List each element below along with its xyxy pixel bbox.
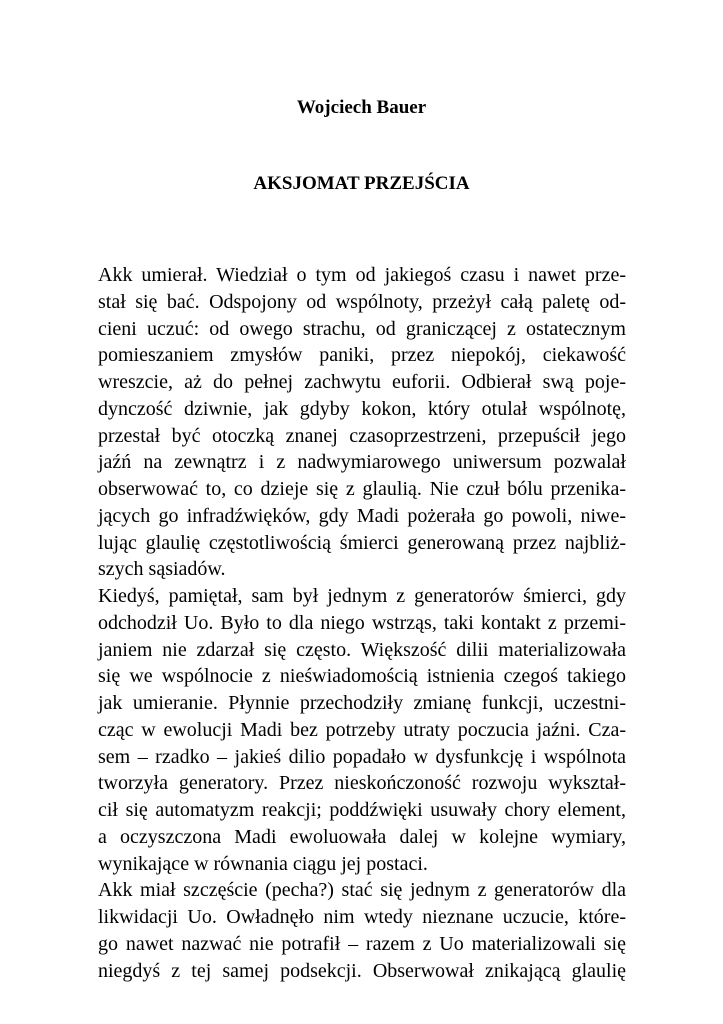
text-line: jak umieranie. Płynnie przechodziły zmianę funkcji, uczestni- [98,692,626,714]
story-body [98,262,626,984]
text-line: janiem nie zdarzał się często. Większość dilii materializowała [98,638,626,661]
text-line: odchodził Uo. Było to dla niego wstrząs, taki kontakt z przemi- [98,611,626,634]
text-line: cząc w ewolucji Madi bez potrzeby utraty poczucia jaźni. Cza- [98,718,626,741]
author-name: Wojciech Bauer [296,97,427,118]
text-line: wynikające w równania ciągu jej postaci. [98,852,428,875]
paragraph [98,583,626,877]
text-line: dynczość dziwnie, jak gdyby kokon, który otulał wspólnotę, [98,397,626,420]
paragraph [98,262,626,583]
text-line: tworzyła generatory. Przez nieskończoność rozwoju wykształ- [98,772,626,795]
text-line: się we wspólnocie z nieświadomością istnienia czegoś takiego [98,665,626,688]
text-line: przestał być otoczką znanej czasoprzestrzeni, przepuścił jego [98,424,626,447]
text-line: lując glaulię częstotliwością śmierci generowaną przez najbliż- [98,531,626,554]
text-line: obserwować to, co dzieje się z glaulią. Nie czuł bólu przenika- [98,478,626,500]
text-line: a oczyszczona Madi ewoluowała dalej w kolejne wymiary, [98,825,626,848]
text-line: Akk miał szczęście (pecha?) stać się jednym z generatorów dla [98,879,626,902]
text-line: Kiedyś, pamiętał, sam był jednym z generatorów śmierci, gdy [98,585,626,607]
text-line: go nawet nazwać nie potrafił – razem z Uo materializowali się [98,932,626,955]
text-line: cieni uczuć: od owego strachu, od graniczącej z ostatecznym [98,317,626,340]
story-title: AKSJOMAT PRZEJŚCIA [253,173,470,194]
text-line: pomieszaniem zmysłów paniki, przez niepokój, ciekawość [98,344,626,367]
text-line: sem – rzadko – jakieś dilio popadało w dysfunkcję i wspólnota [98,745,626,768]
text-line: stał się bać. Odspojony od wspólnoty, przeżył całą paletę od- [98,290,626,313]
paragraph [98,877,626,984]
text-line: niegdyś z tej samej podsekcji. Obserwował znikającą glaulię [98,959,626,982]
text-line: szych sąsiadów. [98,558,226,581]
text-line: Akk umierał. Wiedział o tym od jakiegoś czasu i nawet prze- [98,264,626,286]
text-line: wreszcie, aż do pełnej zachwytu euforii. Odbierał swą poje- [98,371,626,393]
text-line: cił się automatyzm reakcji; poddźwięki usuwały chory element, [98,799,626,821]
text-line: likwidacji Uo. Owładnęło nim wtedy nieznane uczucie, które- [98,906,626,928]
text-line: jących go infradźwięków, gdy Madi pożerała go powoli, niwe- [98,504,626,527]
text-line: jaźń na zewnątrz i z nadwymiarowego uniwersum pozwalał [98,451,626,474]
